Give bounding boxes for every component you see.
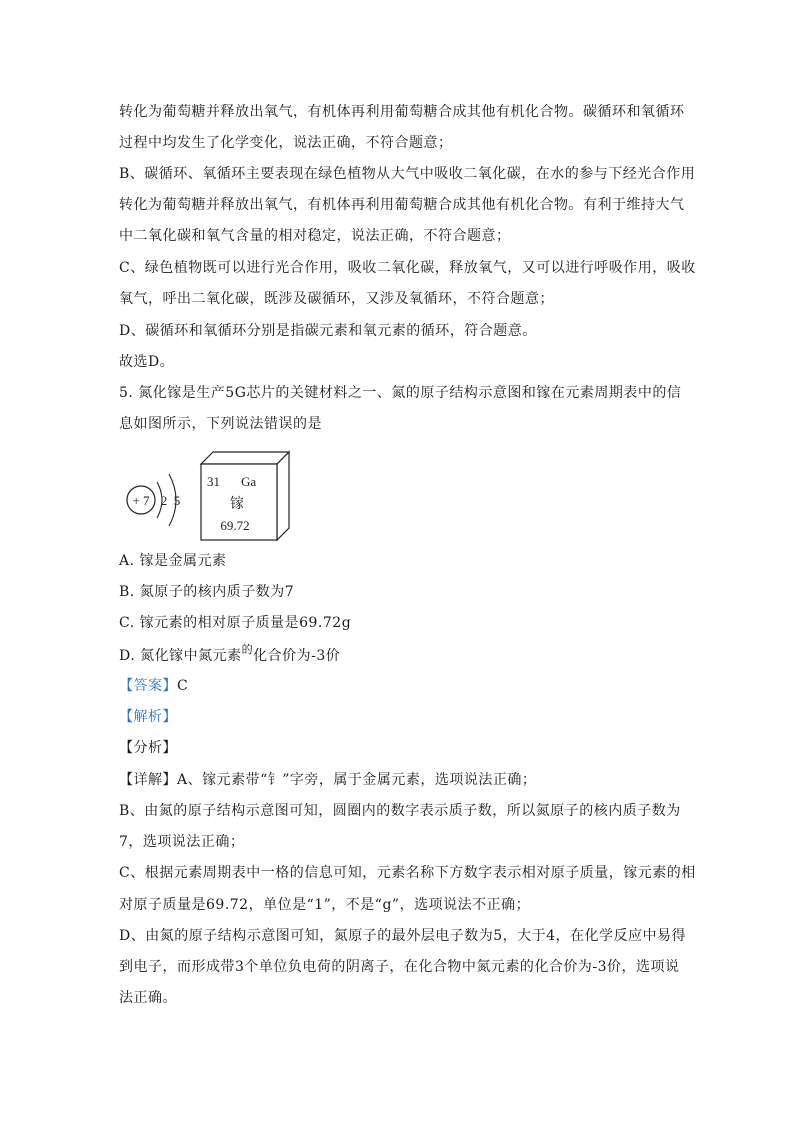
question-5-stem-cont: 息如图所示，下列说法错误的是 <box>119 416 322 432</box>
nucleus-charge: + 7 <box>132 493 150 508</box>
answer-value: C <box>177 678 189 694</box>
detail-line: 【详解】A、镓元素带“钅”字旁，属于金属元素，选项说法正确； <box>119 772 537 788</box>
atom-and-element-diagram <box>119 446 299 546</box>
question-5-stem: 5. 氮化镓是生产5G芯片的关键材料之一、氮的原子结构示意图和镓在元素周期表中的信 <box>119 385 682 401</box>
text-line: 转化为葡萄糖并释放出氧气，有机体再利用葡萄糖合成其他有机化合物。碳循环和氧循环 <box>119 104 685 120</box>
shell-2-electrons: 5 <box>173 493 181 508</box>
analysis-label: 【解析】 <box>119 709 177 725</box>
detail-line: 7，选项说法正确； <box>119 834 245 850</box>
atomic-mass: 69.72 <box>220 518 250 533</box>
text-line: 氧气，呼出二氧化碳，既涉及碳循环，又涉及氧循环，不符合题意； <box>119 291 554 307</box>
text-line: 过程中均发生了化学变化，说法正确，不符合题意； <box>119 135 453 151</box>
detail-line: B、由氮的原子结构示意图可知，圆圈内的数字表示质子数，所以氮原子的核内质子数为 <box>119 803 681 819</box>
detail-label: 【详解】 <box>119 772 177 788</box>
text-line: C、绿色植物既可以进行光合作用，吸收二氧化碳，释放氧气，又可以进行呼吸作用，吸收 <box>119 260 696 276</box>
text-line: 故选D。 <box>119 354 175 370</box>
shell-1-electrons: 2 <box>160 493 168 508</box>
option-c: C. 镓元素的相对原子质量是69.72g <box>119 615 352 631</box>
fenxi-label: 【分析】 <box>119 740 177 756</box>
detail-line: D、由氮的原子结构示意图可知，氮原子的最外层电子数为5，大于4，在化学反应中易得 <box>119 928 687 944</box>
detail-line: 到电子，而形成带3个单位负电荷的阴离子，在化合物中氮元素的化合价为-3价，选项说 <box>119 959 680 975</box>
atomic-number: 31 <box>207 474 220 489</box>
answer-line <box>119 676 188 696</box>
detail-line: 对原子质量是69.72，单位是“1”，不是“g”，选项说法不正确； <box>119 897 531 913</box>
option-b: B. 氮原子的核内质子数为7 <box>119 584 295 600</box>
detail-line: 法正确。 <box>119 990 177 1006</box>
answer-label: 【答案】 <box>119 678 177 694</box>
element-symbol: Ga <box>241 474 257 489</box>
text-line: 中二氧化碳和氧气含量的相对稳定，说法正确，不符合题意； <box>119 228 511 244</box>
option-d: D. 氮化镓中氮元素$^的$化合价为-3价 <box>119 643 341 664</box>
text-line: D、碳循环和氧循环分别是指碳元素和氧元素的循环，符合题意。 <box>119 323 537 339</box>
text-line: 转化为葡萄糖并释放出氧气，有机体再利用葡萄糖合成其他有机化合物。有利于维持大气 <box>119 197 685 213</box>
gallium-element-cell <box>201 452 289 540</box>
option-a: A. 镓是金属元素 <box>119 553 227 569</box>
nitrogen-atom-structure <box>127 474 180 526</box>
detail-line: C、根据元素周期表中一格的信息可知，元素名称下方数字表示相对原子质量，镓元素的相 <box>119 865 696 881</box>
text-line: B、碳循环、氧循环主要表现在绿色植物从大气中吸收二氧化碳，在水的参与下经光合作用 <box>119 166 696 182</box>
element-name: 镓 <box>230 496 244 512</box>
